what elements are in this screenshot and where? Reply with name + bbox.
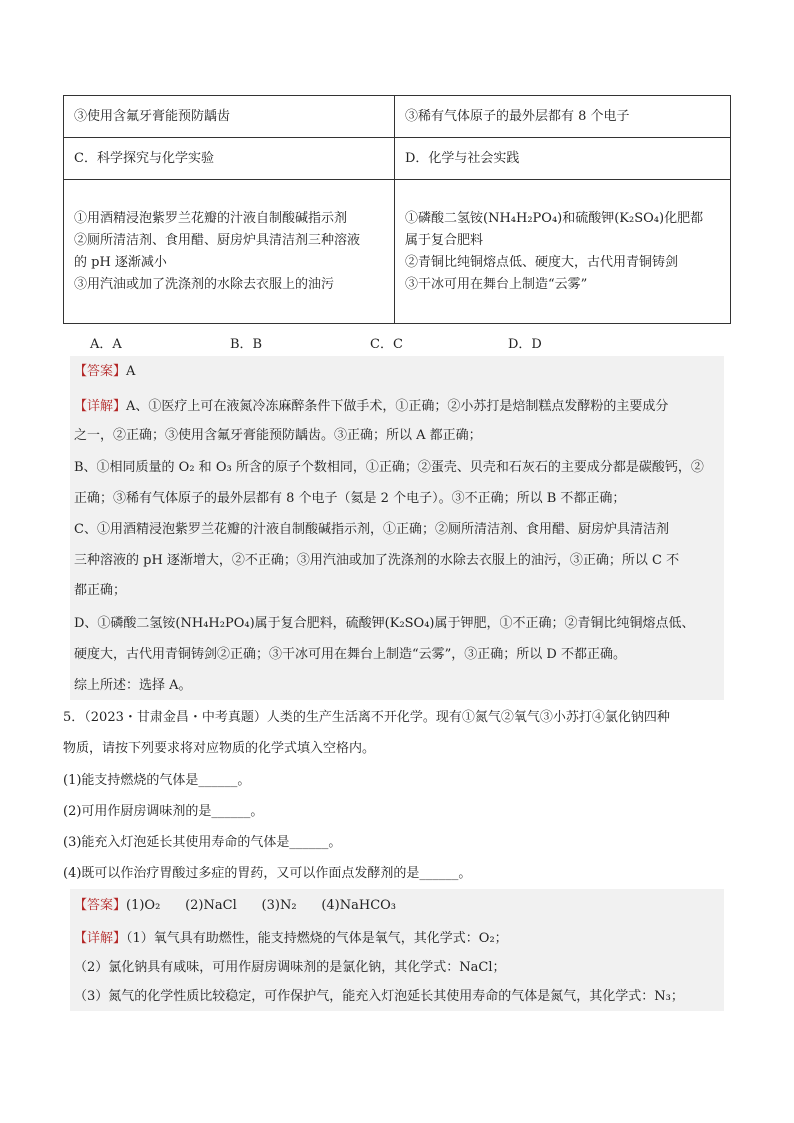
answer-value: A	[126, 364, 136, 379]
option-a: A．A	[90, 337, 122, 352]
table-row	[64, 96, 731, 138]
option-b: B．B	[230, 337, 263, 352]
detail-line: （2）氯化钠具有咸味，可用作厨房调味剂的是氯化钠，其化学式：NaCl；	[74, 960, 506, 975]
table-cell	[64, 180, 395, 324]
question-line: 5．（2023・甘肃金昌・中考真题）人类的生产生活离不开化学。现有①氮气②氧气③小苏打④氯化钠四种	[63, 710, 670, 725]
detail-line: 【详解】A、①医疗上可在液氮冷冻麻醉条件下做手术，①正确；②小苏打是焙制糕点发酵粉的主要成分	[74, 399, 669, 414]
detail-line: 都正确；	[74, 583, 127, 598]
detail-line: 正确；③稀有气体原子的最外层都有 8 个电子（氦是 2 个电子）。③不正确；所以 B 不都正确；	[74, 491, 626, 506]
cell-line: ②青铜比纯铜熔点低、硬度大，古代用青铜铸剑	[405, 254, 679, 270]
table-row	[64, 138, 731, 180]
cell-line: 的 pH 逐渐减小	[74, 254, 167, 270]
section-c-heading: C．科学探究与化学实验	[64, 138, 395, 180]
question-line: (3)能充入灯泡延长其使用寿命的气体是______。	[63, 835, 342, 850]
detail-line: C、①用酒精浸泡紫罗兰花瓣的汁液自制酸碱指示剂，①正确；②厕所清洁剂、食用醋、厨房炉具清洁剂	[74, 522, 669, 537]
answer-line	[74, 896, 396, 916]
detail-line: （3）氮气的化学性质比较稳定，可作保护气，能充入灯泡延长其使用寿命的气体是氮气，其化学式：N₃；	[74, 989, 684, 1004]
table-cell: ③稀有气体原子的最外层都有 8 个电子	[395, 96, 731, 138]
detail-tag: 【详解】	[74, 931, 127, 946]
answer-options	[90, 333, 542, 352]
question-line: (2)可用作厨房调味剂的是______。	[63, 804, 264, 819]
section-d-heading: D．化学与社会实践	[395, 138, 731, 180]
question-line: (1)能支持燃烧的气体是______。	[63, 773, 251, 788]
answer-line	[74, 362, 135, 382]
question-line: (4)既可以作治疗胃酸过多症的胃药，又可以作面点发酵剂的是______。	[63, 866, 472, 881]
summary-line: 综上所述：选择 A。	[74, 678, 192, 693]
answer-tag: 【答案】	[74, 364, 127, 379]
cell-line: ①用酒精浸泡紫罗兰花瓣的汁液自制酸碱指示剂	[74, 210, 348, 226]
detail-line: B、①相同质量的 O₂ 和 O₃ 所含的原子个数相同，①正确；②蛋壳、贝壳和石灰石的主要成分都是碳酸钙，②	[74, 460, 704, 475]
table-cell	[395, 180, 731, 324]
table-row	[64, 180, 731, 324]
cell-line: 属于复合肥料	[405, 232, 484, 248]
question-line: 物质，请按下列要求将对应物质的化学式填入空格内。	[63, 741, 376, 756]
cell-line: ①磷酸二氢铵(NH₄H₂PO₄)和硫酸钾(K₂SO₄)化肥都	[405, 210, 704, 226]
detail-line: 三种溶液的 pH 逐渐增大，②不正确；③用汽油或加了洗涤剂的水除去衣服上的油污，③正确；所以 C 不	[74, 553, 680, 568]
detail-line: 硬度大，古代用青铜铸剑②正确；③干冰可用在舞台上制造“云雾”，③正确；所以 D 不都正确。	[74, 647, 626, 662]
detail-line: D、①磷酸二氢铵(NH₄H₂PO₄)属于复合肥料，硫酸钾(K₂SO₄)属于钾肥，①不正确；②青铜比纯铜熔点低、	[74, 616, 695, 631]
cell-line: ③干冰可用在舞台上制造“云雾”	[405, 276, 588, 292]
detail-tag: 【详解】	[74, 399, 127, 414]
answer-tag: 【答案】	[74, 898, 127, 913]
comparison-table	[63, 95, 731, 324]
option-c: C．C	[370, 337, 403, 352]
option-d: D．D	[508, 337, 542, 352]
answer-value: (1)O₂ (2)NaCl (3)N₂ (4)NaHCO₃	[126, 898, 397, 913]
cell-line: ③用汽油或加了洗涤剂的水除去衣服上的油污	[74, 276, 335, 292]
detail-line: 之一，②正确；③使用含氟牙膏能预防龋齿。③正确；所以 A 都正确；	[74, 428, 482, 443]
detail-line: 【详解】（1）氧气具有助燃性，能支持燃烧的气体是氧气，其化学式：O₂；	[74, 931, 508, 946]
table-cell: ③使用含氟牙膏能预防龋齿	[64, 96, 395, 138]
cell-line: ②厕所清洁剂、食用醋、厨房炉具清洁剂三种溶液	[74, 232, 361, 248]
